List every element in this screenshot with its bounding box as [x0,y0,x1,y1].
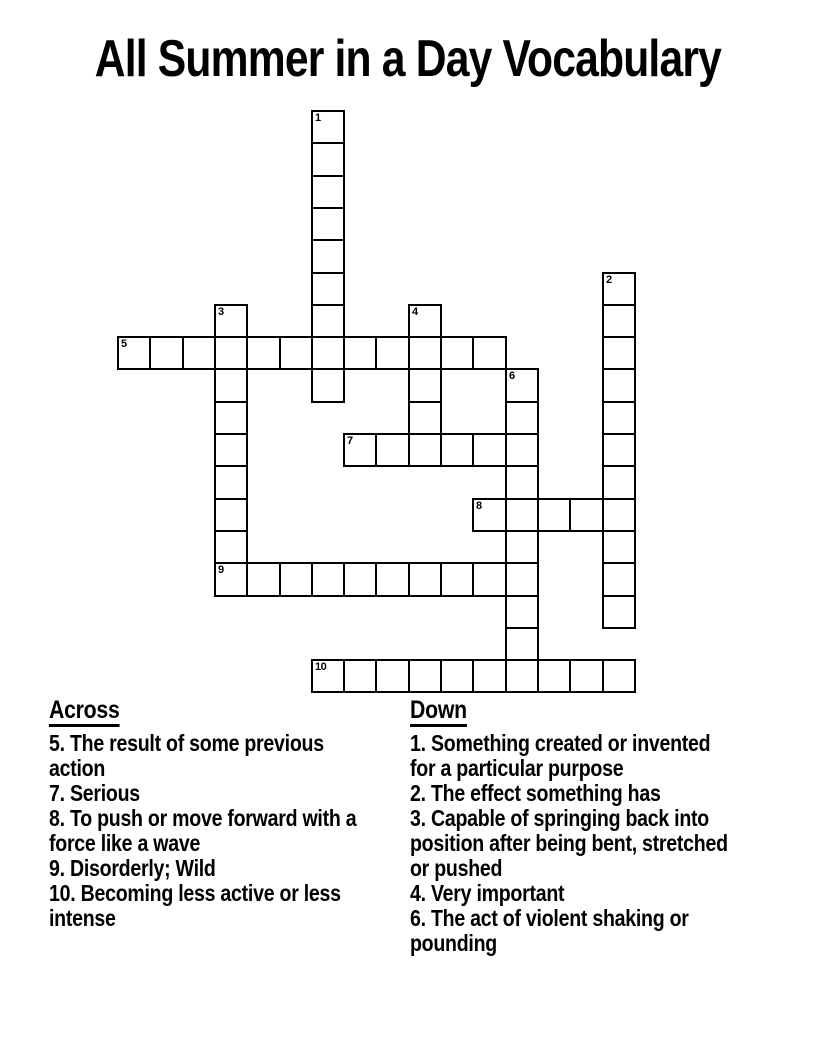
grid-cell[interactable] [505,498,539,532]
cell-number: 8 [476,500,482,512]
grid-cell[interactable] [311,304,345,338]
grid-cell[interactable] [537,659,571,693]
down-clues-section [410,697,728,956]
cell-number: 3 [218,306,224,318]
grid-cell[interactable] [117,336,151,370]
across-clues-section [49,697,356,931]
grid-cell[interactable] [343,336,377,370]
grid-cell[interactable] [505,465,539,500]
grid-cell[interactable] [343,433,377,467]
grid-cell[interactable] [214,401,248,435]
grid-cell[interactable] [505,659,539,693]
grid-cell[interactable] [602,401,636,435]
across-heading: Across [49,697,120,727]
clue-down-6 [410,906,728,956]
cell-number: 7 [347,435,353,447]
grid-cell[interactable] [472,562,507,597]
title-wrap [0,30,816,88]
grid-cell[interactable] [505,627,539,661]
across-clue-list [49,731,356,931]
grid-cell[interactable] [602,304,636,338]
grid-cell[interactable] [408,368,442,403]
cell-number: 1 [315,112,321,124]
grid-cell[interactable] [343,562,377,597]
grid-cell[interactable] [440,433,474,467]
grid-cell[interactable] [569,498,604,532]
grid-cell[interactable] [311,659,345,693]
grid-cell[interactable] [311,110,345,144]
clue-across-7 [49,781,356,806]
clue-line: for a particular purpose [410,755,624,781]
grid-cell[interactable] [311,239,345,274]
grid-cell[interactable] [246,336,281,370]
grid-cell[interactable] [375,336,410,370]
grid-cell[interactable] [279,562,313,597]
clue-line: 1. Something created or invented [410,730,711,756]
down-clue-list [410,731,728,956]
grid-cell[interactable] [149,336,184,370]
clue-down-3 [410,806,728,881]
grid-cell[interactable] [472,659,507,693]
grid-cell[interactable] [440,659,474,693]
grid-cell[interactable] [182,336,216,370]
grid-cell[interactable] [343,659,377,693]
grid-cell[interactable] [311,368,345,403]
grid-cell[interactable] [602,336,636,370]
grid-cell[interactable] [408,304,442,338]
grid-cell[interactable] [505,368,539,403]
grid-cell[interactable] [408,401,442,435]
grid-cell[interactable] [311,272,345,306]
clue-down-1 [410,731,728,781]
clue-line: 2. The effect something has [410,780,661,806]
grid-cell[interactable] [246,562,281,597]
grid-cell[interactable] [602,465,636,500]
grid-cell[interactable] [440,336,474,370]
clue-line: action [49,755,106,781]
grid-cell[interactable] [214,433,248,467]
grid-cell[interactable] [214,530,248,564]
grid-cell[interactable] [505,530,539,564]
clue-line: 5. The result of some previous [49,730,324,756]
down-heading: Down [410,697,467,727]
grid-cell[interactable] [375,562,410,597]
grid-cell[interactable] [472,336,507,370]
clue-down-4 [410,881,728,906]
clue-line: 4. Very important [410,880,565,906]
clue-line: or pushed [410,855,503,881]
grid-cell[interactable] [408,562,442,597]
grid-cell[interactable] [472,433,507,467]
cell-number: 5 [121,338,127,350]
grid-cell[interactable] [311,336,345,370]
cell-number: 9 [218,564,224,576]
grid-cell[interactable] [214,498,248,532]
grid-cell[interactable] [375,659,410,693]
grid-cell[interactable] [214,562,248,597]
grid-cell[interactable] [408,433,442,467]
cell-number: 6 [509,370,515,382]
grid-cell[interactable] [602,659,636,693]
grid-cell[interactable] [408,659,442,693]
grid-cell[interactable] [505,433,539,467]
grid-cell[interactable] [214,336,248,370]
clue-line: position after being bent, stretched [410,830,728,856]
cell-number: 4 [412,306,418,318]
clue-line: 6. The act of violent shaking or [410,905,689,931]
grid-cell[interactable] [602,368,636,403]
grid-cell[interactable] [408,336,442,370]
clue-across-9 [49,856,356,881]
grid-cell[interactable] [602,595,636,629]
clue-across-8 [49,806,356,856]
grid-cell[interactable] [537,498,571,532]
grid-cell[interactable] [569,659,604,693]
grid-cell[interactable] [214,368,248,403]
grid-cell[interactable] [602,530,636,564]
cell-number: 2 [606,274,612,286]
grid-cell[interactable] [602,433,636,467]
grid-cell[interactable] [505,595,539,629]
clue-line: intense [49,905,116,931]
grid-cell[interactable] [311,142,345,177]
clue-down-2 [410,781,728,806]
grid-cell[interactable] [311,562,345,597]
grid-cell[interactable] [602,498,636,532]
clue-line: 9. Disorderly; Wild [49,855,216,881]
clue-across-10 [49,881,356,931]
grid-cell[interactable] [311,175,345,209]
grid-cell[interactable] [214,304,248,338]
grid-cell[interactable] [505,562,539,597]
clue-line: 8. To push or move forward with a [49,805,357,831]
clue-line: 10. Becoming less active or less [49,880,341,906]
cell-number: 10 [315,661,327,673]
clue-line: force like a wave [49,830,201,856]
page-title: All Summer in a Day Vocabulary [94,30,722,88]
grid-cell[interactable] [472,498,507,532]
clue-line: 7. Serious [49,780,140,806]
grid-cell[interactable] [602,272,636,306]
grid-cell[interactable] [602,562,636,597]
grid-cell[interactable] [375,433,410,467]
clue-line: 3. Capable of springing back into [410,805,710,831]
clue-across-5 [49,731,356,781]
grid-cell[interactable] [214,465,248,500]
grid-cell[interactable] [505,401,539,435]
grid-cell[interactable] [311,207,345,241]
grid-cell[interactable] [440,562,474,597]
clue-line: pounding [410,930,497,956]
grid-cell[interactable] [279,336,313,370]
